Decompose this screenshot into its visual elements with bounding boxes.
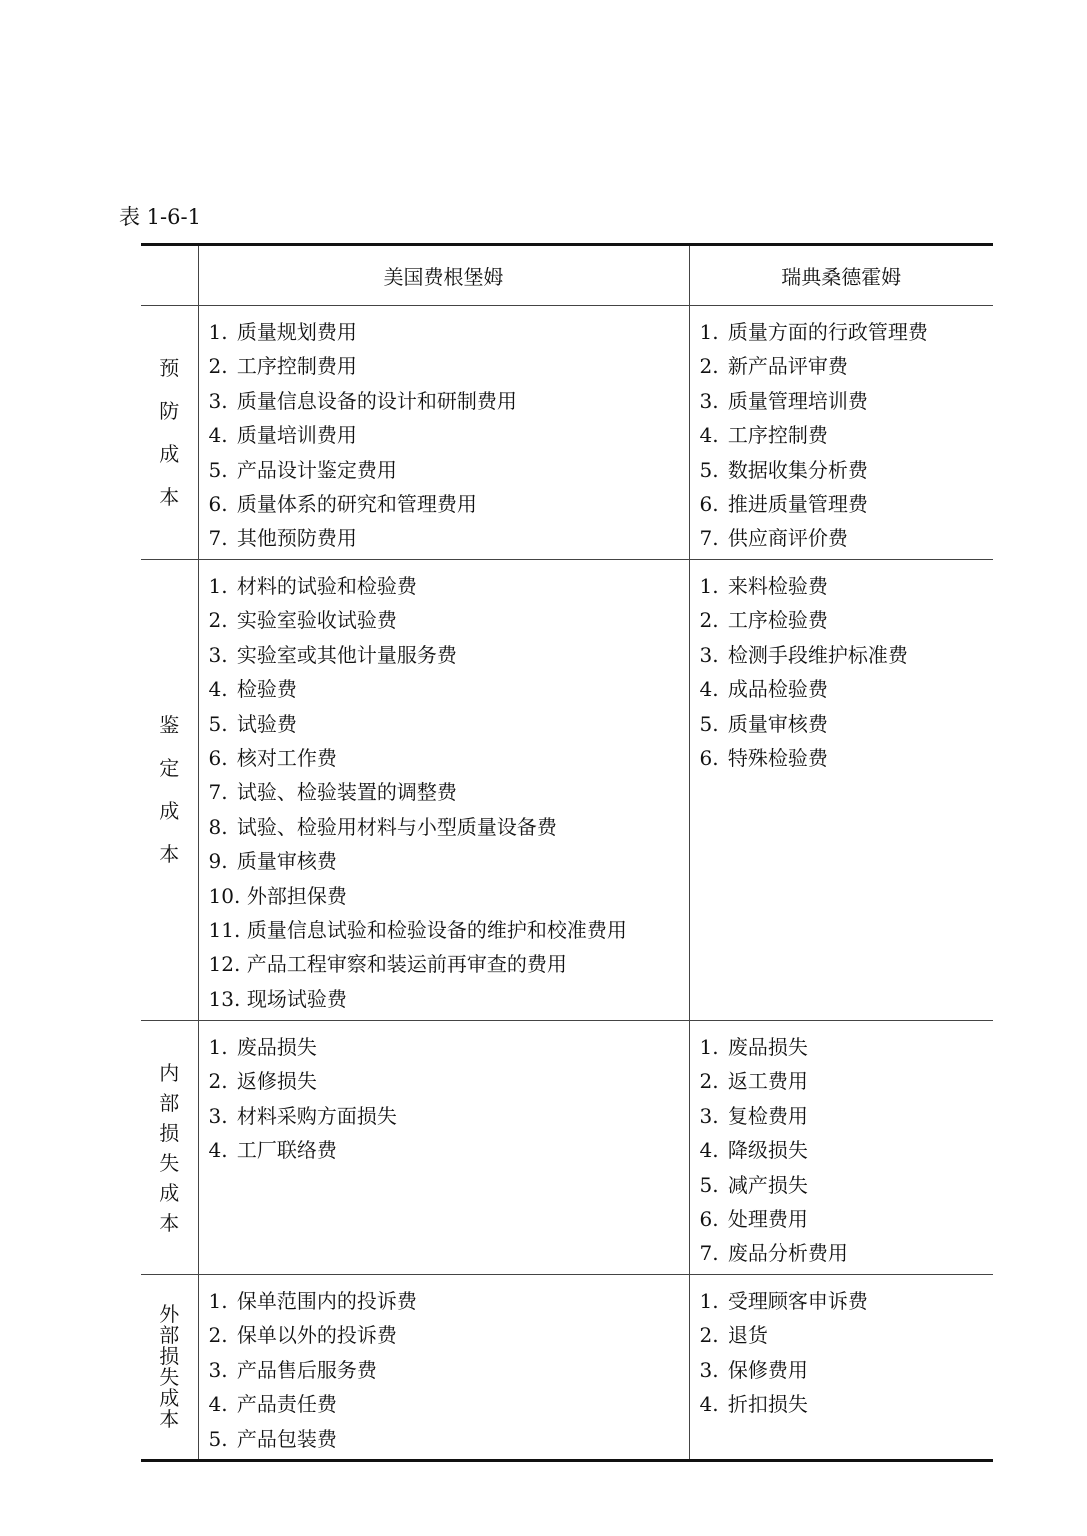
item-text: 来料检验费 xyxy=(727,574,828,598)
list-item xyxy=(209,982,689,1016)
category-appraisal xyxy=(141,560,198,1021)
item-number: 1. xyxy=(699,1035,719,1059)
item-number: 6. xyxy=(699,746,719,771)
table-caption: 表 1-6-1 xyxy=(119,205,201,229)
row-prevention-cost xyxy=(141,306,993,560)
list-item xyxy=(209,707,689,741)
item-number: 2. xyxy=(208,1069,228,1094)
sweden-items-cell xyxy=(689,1021,993,1275)
item-text: 试验费 xyxy=(236,711,297,736)
item-number: 1. xyxy=(699,320,719,344)
list-item xyxy=(700,1318,994,1352)
category-char: 部 xyxy=(159,1090,180,1115)
usa-item-list xyxy=(199,306,689,556)
category-external-failure xyxy=(141,1275,198,1461)
list-item xyxy=(209,844,689,878)
item-number: 1. xyxy=(208,1035,228,1059)
item-number: 7. xyxy=(699,1241,719,1266)
list-item xyxy=(209,775,689,809)
list-item xyxy=(700,741,994,775)
item-text: 试验、检验装置的调整费 xyxy=(236,780,457,805)
list-item xyxy=(209,453,689,487)
item-number: 10. xyxy=(208,883,241,908)
category-char: 成 xyxy=(159,1180,180,1205)
item-text: 质量培训费用 xyxy=(236,423,357,448)
list-item xyxy=(209,947,689,981)
sweden-item-list xyxy=(690,1275,994,1422)
item-text: 废品损失 xyxy=(727,1035,808,1059)
category-char: 鉴 xyxy=(159,713,180,737)
list-item xyxy=(209,913,689,947)
sweden-items-cell xyxy=(689,1275,993,1461)
header-category xyxy=(141,245,198,306)
item-text: 处理费用 xyxy=(727,1207,808,1232)
category-label xyxy=(141,347,198,519)
item-text: 工序检验费 xyxy=(727,608,828,633)
category-char: 损 xyxy=(159,1120,180,1145)
usa-items-cell xyxy=(198,560,689,1021)
item-text: 数据收集分析费 xyxy=(727,457,868,482)
item-number: 3. xyxy=(699,1357,719,1382)
item-text: 废品损失 xyxy=(236,1035,317,1059)
item-text: 质量体系的研究和管理费用 xyxy=(236,492,477,517)
item-text: 质量信息设备的设计和研制费用 xyxy=(236,388,517,413)
category-char: 部 xyxy=(159,1323,180,1347)
usa-item-list xyxy=(199,560,689,1016)
category-char: 内 xyxy=(159,1060,180,1085)
list-item xyxy=(700,1064,994,1098)
list-item xyxy=(700,1099,994,1133)
item-text: 检验费 xyxy=(236,677,297,702)
item-text: 质量管理培训费 xyxy=(727,388,868,413)
list-item xyxy=(700,349,994,383)
sweden-items-cell xyxy=(689,306,993,560)
item-text: 工厂联络费 xyxy=(236,1138,337,1163)
category-char: 失 xyxy=(159,1150,180,1175)
item-text: 核对工作费 xyxy=(236,746,337,771)
item-number: 1. xyxy=(208,320,228,344)
item-text: 供应商评价费 xyxy=(727,526,848,551)
item-text: 产品售后服务费 xyxy=(236,1357,377,1382)
list-item xyxy=(209,741,689,775)
row-appraisal-cost xyxy=(141,560,993,1021)
item-text: 保单以外的投诉费 xyxy=(236,1323,397,1348)
usa-item-list xyxy=(199,1021,689,1168)
item-text: 产品包装费 xyxy=(236,1426,337,1451)
list-item xyxy=(209,1422,689,1456)
list-item xyxy=(209,1387,689,1421)
list-item xyxy=(209,487,689,521)
category-char: 定 xyxy=(159,756,180,780)
list-item xyxy=(700,603,994,637)
list-item xyxy=(700,1387,994,1421)
item-number: 2. xyxy=(699,608,719,633)
item-number: 5. xyxy=(208,711,228,736)
item-text: 减产损失 xyxy=(727,1172,808,1197)
list-item xyxy=(700,418,994,452)
item-number: 2. xyxy=(699,1069,719,1094)
item-number: 3. xyxy=(699,642,719,667)
item-text: 外部担保费 xyxy=(246,883,347,908)
category-char: 预 xyxy=(159,355,180,380)
item-number: 2. xyxy=(699,354,719,379)
item-text: 质量规划费用 xyxy=(236,320,357,344)
list-item xyxy=(209,1099,689,1133)
item-number: 2. xyxy=(208,608,228,633)
category-label xyxy=(141,1304,198,1430)
category-prevention xyxy=(141,306,198,560)
item-number: 4. xyxy=(699,1392,719,1417)
list-item xyxy=(700,487,994,521)
usa-items-cell xyxy=(198,306,689,560)
item-number: 4. xyxy=(699,1138,719,1163)
item-text: 实验室验收试验费 xyxy=(236,608,397,633)
list-item xyxy=(209,384,689,418)
item-text: 试验、检验用材料与小型质量设备费 xyxy=(236,814,557,839)
list-item xyxy=(700,1284,994,1318)
sweden-item-list xyxy=(690,560,994,775)
item-number: 3. xyxy=(208,388,228,413)
list-item xyxy=(700,453,994,487)
list-item xyxy=(209,1133,689,1167)
list-item xyxy=(209,315,689,349)
item-text: 实验室或其他计量服务费 xyxy=(236,642,457,667)
list-item xyxy=(209,349,689,383)
item-text: 返工费用 xyxy=(727,1069,808,1094)
category-char: 成 xyxy=(159,799,180,823)
item-text: 特殊检验费 xyxy=(727,746,828,771)
item-text: 降级损失 xyxy=(727,1138,808,1163)
item-text: 工序控制费 xyxy=(727,423,828,448)
item-number: 4. xyxy=(208,1392,228,1417)
list-item xyxy=(209,672,689,706)
item-text: 质量信息试验和检验设备的维护和校准费用 xyxy=(246,918,627,943)
item-text: 产品责任费 xyxy=(236,1392,337,1417)
usa-items-cell xyxy=(198,1021,689,1275)
list-item xyxy=(209,1353,689,1387)
category-char: 失 xyxy=(159,1365,180,1389)
item-number: 7. xyxy=(208,526,228,551)
list-item xyxy=(700,1133,994,1167)
item-number: 7. xyxy=(699,526,719,551)
item-number: 5. xyxy=(699,1172,719,1197)
sweden-items-cell xyxy=(689,560,993,1021)
item-text: 保单范围内的投诉费 xyxy=(236,1289,417,1313)
list-item xyxy=(209,638,689,672)
item-number: 3. xyxy=(208,1357,228,1382)
item-text: 产品设计鉴定费用 xyxy=(236,457,397,482)
item-text: 退货 xyxy=(727,1323,768,1348)
category-char: 成 xyxy=(159,1386,180,1410)
item-number: 5. xyxy=(699,457,719,482)
list-item xyxy=(700,521,994,555)
item-number: 8. xyxy=(208,814,228,839)
item-text: 返修损失 xyxy=(236,1069,317,1094)
item-number: 4. xyxy=(699,677,719,702)
item-text: 新产品评审费 xyxy=(727,354,848,379)
header-usa: 美国费根堡姆 xyxy=(198,245,689,306)
list-item xyxy=(209,1284,689,1318)
item-number: 3. xyxy=(699,1103,719,1128)
usa-items-cell xyxy=(198,1275,689,1461)
item-text: 材料采购方面损失 xyxy=(236,1103,397,1128)
item-number: 2. xyxy=(208,1323,228,1348)
item-number: 6. xyxy=(699,492,719,517)
category-char: 本 xyxy=(159,1407,180,1431)
item-number: 4. xyxy=(208,423,228,448)
table-header-row xyxy=(141,245,993,306)
item-text: 质量方面的行政管理费 xyxy=(727,320,928,344)
item-text: 推进质量管理费 xyxy=(727,492,868,517)
list-item xyxy=(209,521,689,555)
item-number: 12. xyxy=(208,952,241,977)
item-number: 13. xyxy=(208,986,241,1011)
category-label xyxy=(141,704,198,876)
item-text: 产品工程审察和装运前再审查的费用 xyxy=(246,952,567,977)
item-text: 复检费用 xyxy=(727,1103,808,1128)
item-text: 保修费用 xyxy=(727,1357,808,1382)
item-text: 成品检验费 xyxy=(727,677,828,702)
item-text: 现场试验费 xyxy=(246,986,347,1011)
list-item xyxy=(209,1030,689,1064)
item-text: 废品分析费用 xyxy=(727,1241,848,1266)
category-char: 损 xyxy=(159,1344,180,1368)
item-number: 2. xyxy=(208,354,228,379)
item-number: 1. xyxy=(208,574,228,598)
list-item xyxy=(209,418,689,452)
list-item xyxy=(700,1202,994,1236)
item-text: 折扣损失 xyxy=(727,1392,808,1417)
item-number: 3. xyxy=(208,642,228,667)
item-number: 4. xyxy=(699,423,719,448)
category-label xyxy=(141,1058,198,1238)
item-number: 2. xyxy=(699,1323,719,1348)
list-item xyxy=(700,384,994,418)
item-text: 质量审核费 xyxy=(727,711,828,736)
list-item xyxy=(700,638,994,672)
item-number: 3. xyxy=(208,1103,228,1128)
item-number: 11. xyxy=(208,918,241,943)
list-item xyxy=(209,879,689,913)
item-text: 材料的试验和检验费 xyxy=(236,574,417,598)
item-number: 1. xyxy=(699,574,719,598)
item-number: 1. xyxy=(208,1289,228,1313)
list-item xyxy=(209,603,689,637)
list-item xyxy=(209,810,689,844)
category-char: 本 xyxy=(159,1210,180,1235)
item-text: 受理顾客申诉费 xyxy=(727,1289,868,1313)
quality-cost-table xyxy=(141,243,993,1462)
category-char: 成 xyxy=(159,441,180,466)
item-number: 6. xyxy=(208,492,228,517)
sweden-item-list xyxy=(690,306,994,556)
row-external-failure-cost xyxy=(141,1275,993,1461)
list-item xyxy=(700,1236,994,1270)
list-item xyxy=(700,1030,994,1064)
category-internal-failure xyxy=(141,1021,198,1275)
sweden-item-list xyxy=(690,1021,994,1271)
item-number: 3. xyxy=(699,388,719,413)
category-char: 本 xyxy=(159,842,180,866)
row-internal-failure-cost xyxy=(141,1021,993,1275)
list-item xyxy=(700,1353,994,1387)
header-sweden: 瑞典桑德霍姆 xyxy=(689,245,993,306)
list-item xyxy=(700,315,994,349)
item-number: 9. xyxy=(208,849,228,874)
item-number: 5. xyxy=(208,1426,228,1451)
item-number: 4. xyxy=(208,1138,228,1163)
item-text: 其他预防费用 xyxy=(236,526,357,551)
list-item xyxy=(700,569,994,603)
item-text: 工序控制费用 xyxy=(236,354,357,379)
list-item xyxy=(209,1064,689,1098)
usa-item-list xyxy=(199,1275,689,1456)
item-text: 检测手段维护标准费 xyxy=(727,642,908,667)
list-item xyxy=(209,1318,689,1352)
item-number: 5. xyxy=(208,457,228,482)
category-char: 本 xyxy=(159,484,180,509)
item-number: 5. xyxy=(699,711,719,736)
list-item xyxy=(700,1168,994,1202)
item-number: 6. xyxy=(208,746,228,771)
category-char: 外 xyxy=(159,1302,180,1326)
item-text: 质量审核费 xyxy=(236,849,337,874)
list-item xyxy=(209,569,689,603)
list-item xyxy=(700,707,994,741)
item-number: 7. xyxy=(208,780,228,805)
category-char: 防 xyxy=(159,398,180,423)
list-item xyxy=(700,672,994,706)
item-number: 6. xyxy=(699,1207,719,1232)
item-number: 4. xyxy=(208,677,228,702)
item-number: 1. xyxy=(699,1289,719,1313)
